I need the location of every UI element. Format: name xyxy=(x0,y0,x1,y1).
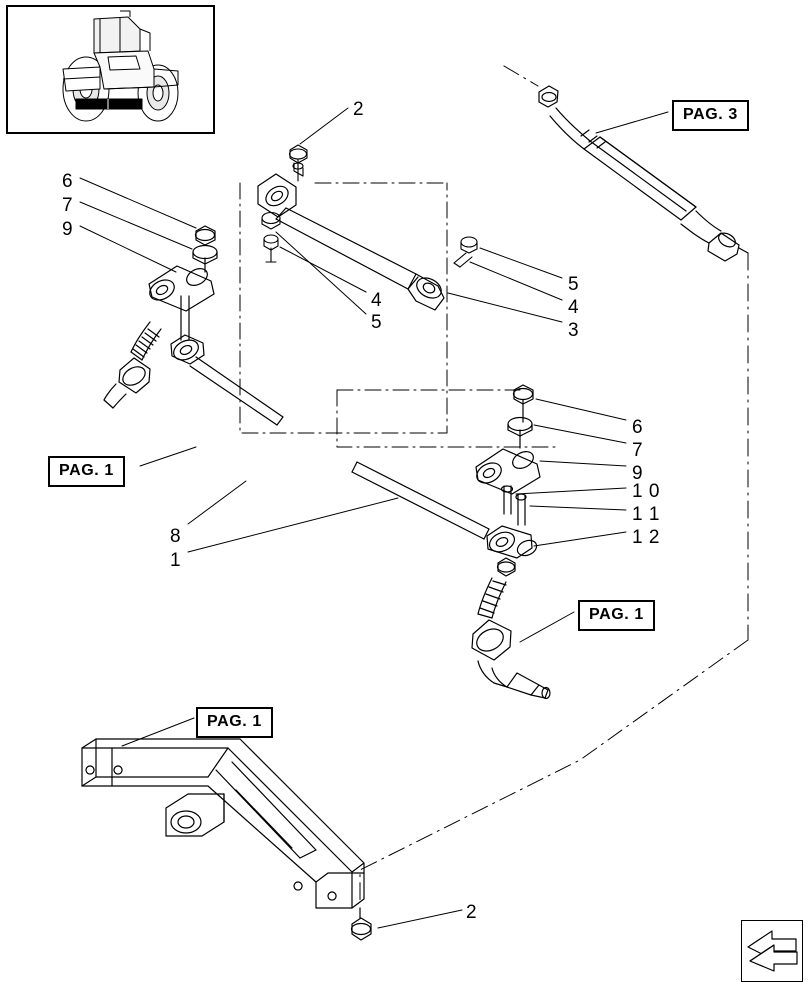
page-ref-pag-1-bottom[interactable] xyxy=(196,707,273,738)
callout-9-right: 9 xyxy=(632,463,644,484)
callout-3-right: 3 xyxy=(568,320,580,341)
page-ref-pag-1-right[interactable] xyxy=(578,600,655,631)
page-ref-pag-3[interactable] xyxy=(672,100,749,131)
callout-12: 1 2 xyxy=(632,527,660,548)
page-ref-label: PAG. 1 xyxy=(207,713,262,730)
callout-11: 1 1 xyxy=(632,504,660,525)
tractor-thumbnail-icon xyxy=(8,7,213,132)
callout-1: 1 xyxy=(170,550,182,571)
page-ref-pag-1-left[interactable] xyxy=(48,456,125,487)
callout-8: 8 xyxy=(170,526,182,547)
tractor-thumbnail-box xyxy=(6,5,215,134)
callout-7-left: 7 xyxy=(62,195,74,216)
forward-arrow-icon xyxy=(742,921,802,981)
callout-6-left: 6 xyxy=(62,171,74,192)
page-ref-label: PAG. 3 xyxy=(683,106,738,123)
callout-5-middle: 5 xyxy=(371,312,383,333)
callout-9-left: 9 xyxy=(62,219,74,240)
page-ref-label: PAG. 1 xyxy=(59,462,114,479)
callout-4-middle: 4 xyxy=(371,290,383,311)
callout-5-right: 5 xyxy=(568,274,580,295)
callout-10: 1 0 xyxy=(632,481,660,502)
callout-6-right: 6 xyxy=(632,417,644,438)
page-ref-label: PAG. 1 xyxy=(589,606,644,623)
callout-4-right: 4 xyxy=(568,297,580,318)
callout-2-bottom: 2 xyxy=(466,902,478,923)
callout-2-top: 2 xyxy=(353,99,365,120)
callout-7-right: 7 xyxy=(632,440,644,461)
direction-arrow-box xyxy=(741,920,803,982)
